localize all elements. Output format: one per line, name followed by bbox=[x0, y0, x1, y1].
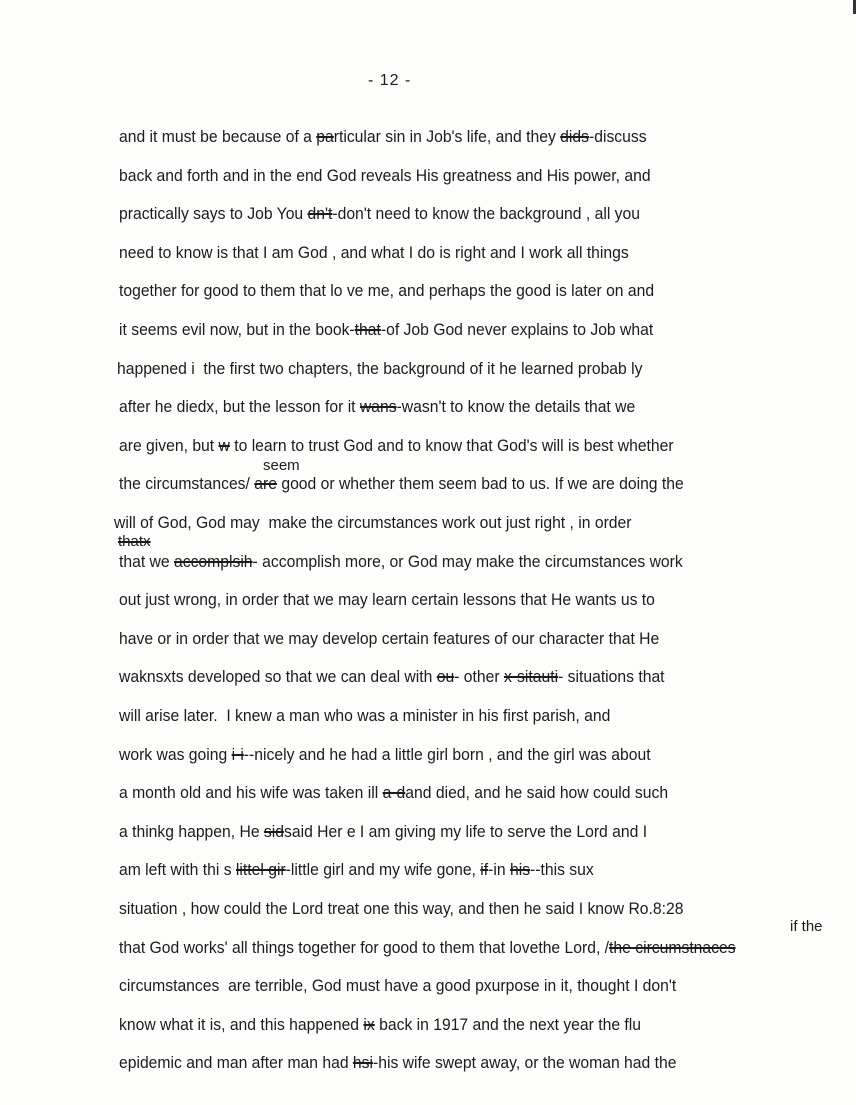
text-run: - situations that bbox=[558, 668, 665, 687]
text-line bbox=[119, 668, 665, 687]
struck-text: dids bbox=[560, 128, 589, 146]
text-run: the circumstances/ bbox=[119, 475, 255, 494]
struck-text: littel gir bbox=[235, 861, 286, 880]
text-run: and it must be because of a bbox=[119, 128, 317, 146]
struck-text: that bbox=[354, 321, 381, 339]
text-line bbox=[114, 514, 631, 533]
text-line bbox=[119, 784, 668, 803]
text-line bbox=[119, 167, 651, 186]
struck-text: pa bbox=[316, 128, 334, 146]
text-line bbox=[119, 437, 674, 456]
text-run: am left with thi s bbox=[119, 861, 236, 880]
text-run: -discuss bbox=[588, 128, 647, 146]
text-run: rticular sin in Job's life, and they bbox=[333, 128, 561, 146]
struck-text: dn't bbox=[307, 205, 333, 224]
text-run: work was going bbox=[119, 745, 232, 764]
text-line bbox=[119, 630, 659, 649]
text-line bbox=[119, 939, 736, 958]
text-run: are given, but bbox=[119, 436, 219, 455]
text-run: --nicely and he had a little girl born , and the girl was about bbox=[243, 745, 651, 764]
text-run: know what it is, and this happened bbox=[119, 1015, 364, 1034]
text-run: a month old and his wife was taken ill bbox=[119, 784, 383, 803]
text-line bbox=[119, 977, 676, 996]
text-run: a thinkg happen, He bbox=[119, 822, 264, 841]
struck-text: the circumstnaces bbox=[609, 938, 736, 957]
text-run: will arise later. I knew a man who was a minister in his first parish, and bbox=[119, 707, 611, 725]
struck-text: ou bbox=[436, 668, 455, 687]
text-line bbox=[119, 591, 655, 610]
text-run: after he diedx, but the lesson for it bbox=[119, 398, 360, 417]
interlinear-insertion: if the bbox=[790, 918, 823, 935]
struck-text: sid bbox=[263, 822, 285, 841]
text-line bbox=[119, 861, 594, 880]
text-run: -don't need to know the background , all you bbox=[332, 205, 641, 224]
text-run: happened i the first two chapters, the background of it he learned probab ly bbox=[117, 359, 643, 378]
text-run: that God works' all things together for good to them that lovethe Lord, / bbox=[119, 938, 610, 957]
text-run: need to know is that I am God , and what I do is right and I work all things bbox=[119, 243, 629, 262]
struck-text: his bbox=[509, 861, 531, 880]
text-run: circumstances are terrible, God must have a good pxurpose in it, thought I don't bbox=[119, 977, 677, 996]
text-line bbox=[119, 128, 647, 147]
struck-text: if bbox=[480, 861, 489, 880]
text-run: will of God, God may make the circumstances work out just right , in order bbox=[114, 514, 632, 532]
text-run: --this sux bbox=[530, 861, 594, 880]
text-line bbox=[119, 746, 651, 765]
text-run: have or in order that we may develop certain features of our character that He bbox=[119, 629, 660, 648]
text-run: - other bbox=[454, 668, 504, 687]
text-run: good or whether them seem bad to us. If we are doing the bbox=[276, 475, 684, 494]
text-run: and died, and he said how could such bbox=[405, 784, 669, 803]
interlinear-insertion: thatx bbox=[118, 533, 151, 550]
text-run: -in bbox=[488, 861, 510, 880]
text-run: - accomplish more, or God may make the circumstances work bbox=[252, 552, 683, 571]
text-run: situation , how could the Lord treat one this way, and then he said I know Ro.8:28 bbox=[119, 900, 684, 918]
struck-text: hsi bbox=[352, 1054, 374, 1073]
text-run: to learn to trust God and to know that God's will is best whether bbox=[229, 436, 674, 455]
page-number: - 12 - bbox=[368, 72, 412, 89]
text-line bbox=[119, 900, 683, 919]
text-run: practically says to Job You bbox=[119, 205, 308, 224]
struck-text: ix bbox=[363, 1015, 375, 1034]
text-line bbox=[119, 707, 610, 726]
interlinear-insertion: seem bbox=[263, 457, 300, 474]
struck-text: accomplsih bbox=[174, 552, 253, 571]
text-run: back and forth and in the end God reveals His greatness and His power, and bbox=[119, 166, 651, 185]
text-line bbox=[119, 205, 640, 224]
text-line bbox=[119, 244, 629, 263]
text-run: -his wife swept away, or the woman had the bbox=[373, 1054, 677, 1073]
struck-text: w bbox=[218, 436, 230, 455]
struck-text: are bbox=[254, 475, 277, 494]
text-line bbox=[119, 475, 684, 494]
struck-text: a-d bbox=[382, 784, 406, 803]
text-run: -wasn't to know the details that we bbox=[396, 398, 636, 417]
text-run: back in 1917 and the next year the flu bbox=[374, 1015, 642, 1034]
struck-text: i-i bbox=[231, 745, 244, 764]
text-line bbox=[119, 282, 654, 301]
text-line bbox=[119, 321, 653, 340]
text-line bbox=[119, 823, 647, 842]
text-line bbox=[119, 553, 683, 572]
text-run: out just wrong, in order that we may learn certain lessons that He wants us to bbox=[119, 591, 655, 610]
text-line bbox=[119, 398, 635, 417]
struck-text: x-sitauti bbox=[503, 668, 559, 687]
text-run: -of Job God never explains to Job what bbox=[380, 321, 654, 339]
text-run: epidemic and man after man had bbox=[119, 1054, 353, 1073]
text-run: together for good to them that lo ve me, and perhaps the good is later on and bbox=[119, 282, 655, 301]
text-run: waknsxts developed so that we can deal with bbox=[119, 668, 437, 687]
text-line bbox=[119, 1054, 676, 1073]
text-run: that we bbox=[119, 552, 175, 571]
text-line bbox=[119, 1016, 641, 1035]
struck-text: wans bbox=[359, 398, 397, 417]
text-run: said Her e I am giving my life to serve the Lord and I bbox=[284, 822, 648, 841]
text-run: it seems evil now, but in the book- bbox=[119, 321, 355, 339]
text-line bbox=[117, 360, 642, 379]
text-run: -little girl and my wife gone, bbox=[285, 861, 481, 880]
